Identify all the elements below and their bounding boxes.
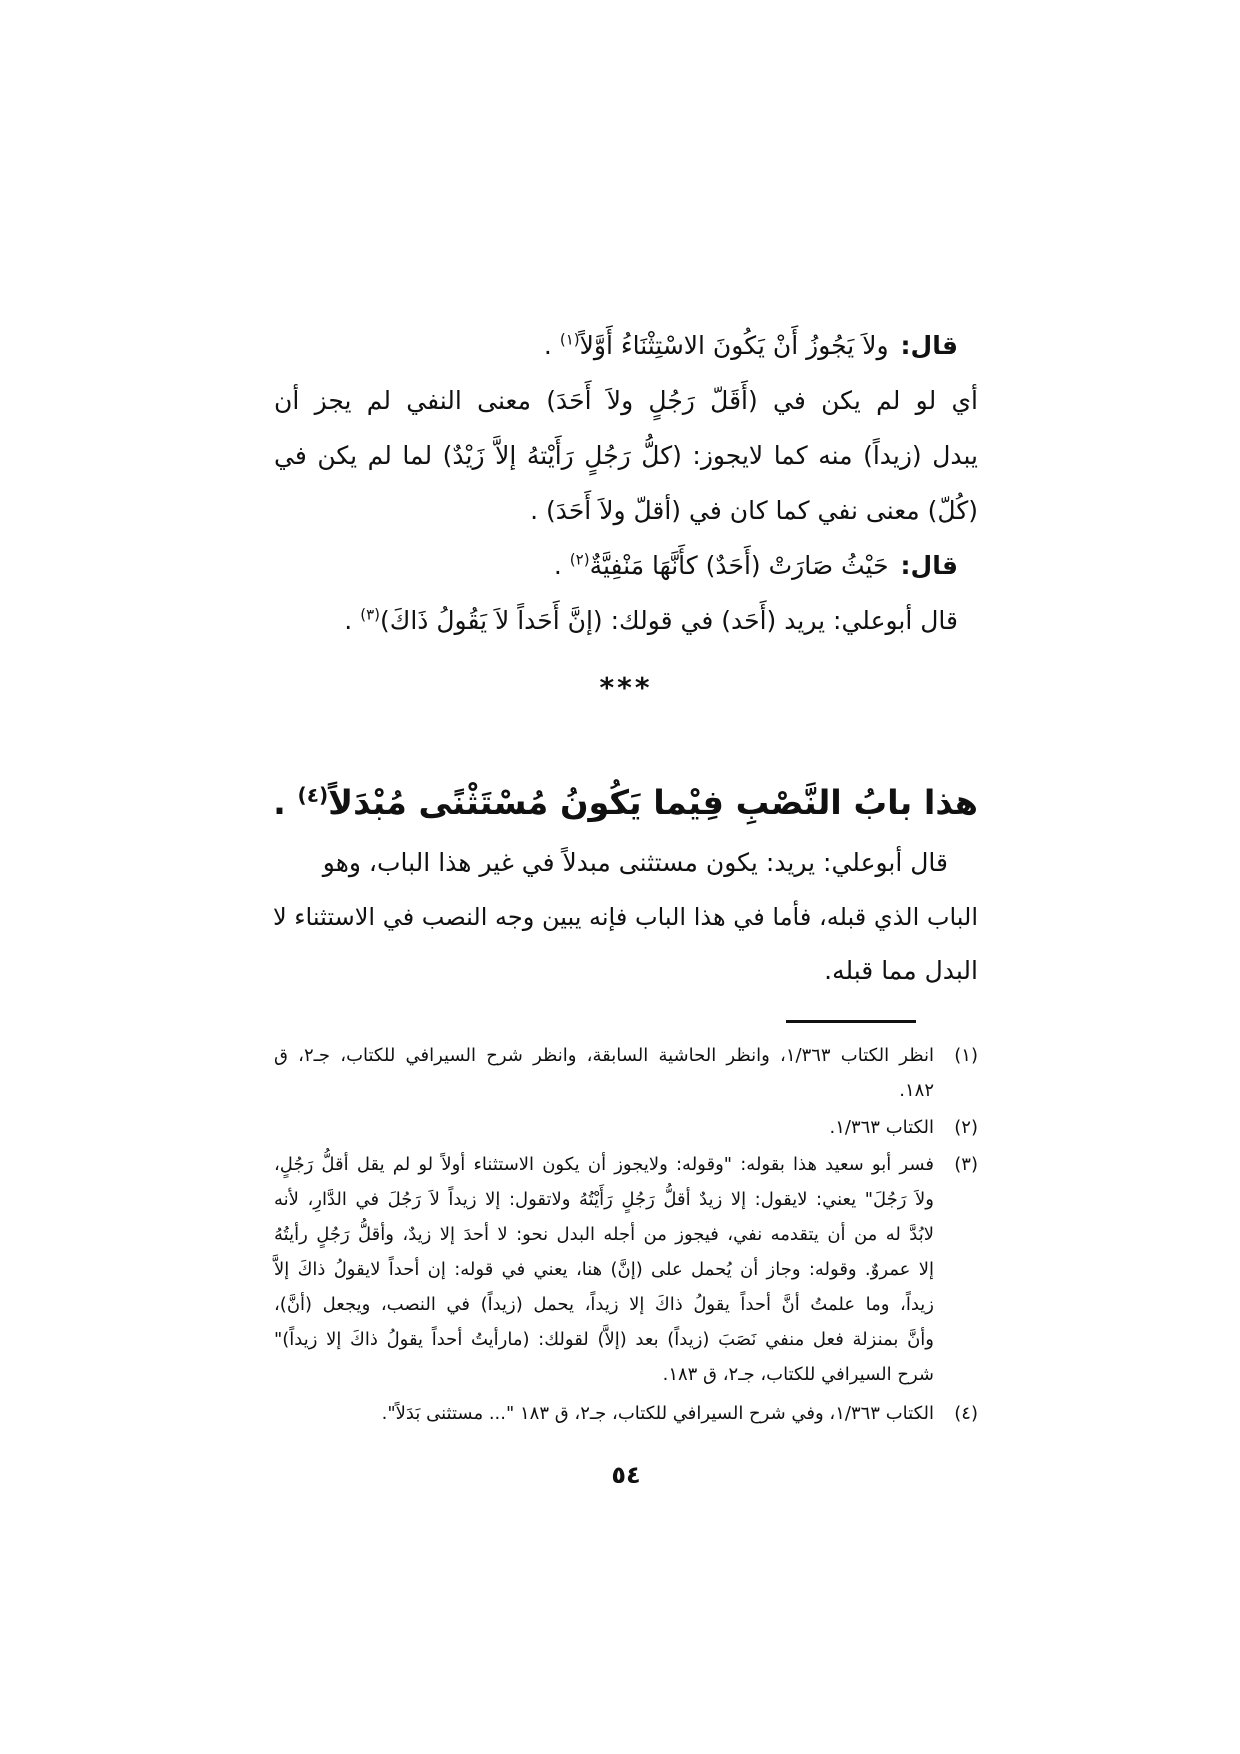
footnote bbox=[274, 1038, 978, 1108]
text-line bbox=[274, 890, 978, 944]
footnote bbox=[274, 1396, 978, 1431]
line-text: الباب الذي قبله، فأما في هذا الباب فإنه يبين وجه النصب في الاستثناء لا bbox=[272, 903, 978, 931]
footnote-number: (٤) bbox=[954, 1403, 978, 1424]
footnote-line: الكتاب ١/٣٦٣، وفي شرح السيرافي للكتاب، جـ٢، ق ١٨٣ "... مستثنى بَدَلاً". bbox=[381, 1403, 934, 1424]
footnote-line: ولاَ رَجُلَ" يعني: لايقول: إلا زيدٌ أقلُّ رَجُلٍ رَأَيْتُهُ ولاتقول: إلا زيداً لاَ رَجُلَ في الدَّارِ، لأنه bbox=[274, 1189, 934, 1210]
footnote-line: إلا عمروٌ. وقوله: وجاز أن يُحمل على (إنَّ) هنا، يعني في قوله: إن أحداً لايقولُ ذاكَ إلاَّ bbox=[274, 1259, 934, 1280]
footnote-number: (١) bbox=[954, 1045, 978, 1066]
footnote-number: (٣) bbox=[954, 1154, 978, 1175]
main-text bbox=[274, 318, 978, 648]
footnote-number: (٢) bbox=[954, 1117, 978, 1138]
footnote-ref: (١) bbox=[559, 330, 580, 349]
line-text: ولاَ يَجُوزُ أَنْ يَكُونَ الاسْتِثْنَاءُ أَوَّلاً bbox=[579, 331, 889, 360]
line-text: قال أبوعلي: يريد: يكون مستثنى مبدلاً في غير هذا الباب، وهو bbox=[322, 848, 948, 877]
line-text: أي لو لم يكن في (أَقَلّ رَجُلٍ ولاَ أَحَدَ) معنى النفي لم يجز أن bbox=[274, 386, 978, 415]
footnote-body bbox=[274, 1396, 934, 1431]
footnote bbox=[274, 1110, 978, 1145]
footnote-line: الكتاب ١/٣٦٣. bbox=[829, 1117, 934, 1138]
footnote-line: ١٨٢. bbox=[899, 1080, 934, 1101]
footnote-body bbox=[274, 1110, 934, 1145]
footnote-ref: (٢) bbox=[569, 550, 590, 569]
heading-text: هذا بابُ النَّصْبِ فِيْما يَكُونُ مُسْتَثْنًى مُبْدَلاً bbox=[328, 783, 978, 822]
footnote-line: فسر أبو سعيد هذا بقوله: "وقوله: ولايجوز أن يكون الاستثناء أولاً لو لم يقل أقلُّ رَجُلٍ، bbox=[274, 1154, 934, 1175]
footnote-body bbox=[274, 1038, 934, 1108]
text-line bbox=[274, 318, 978, 373]
text-line bbox=[274, 483, 978, 538]
footnote-body bbox=[274, 1147, 934, 1392]
speaker-label: قال: bbox=[900, 551, 958, 580]
separator-stars: *** bbox=[599, 671, 653, 704]
line-tail: . bbox=[543, 331, 560, 360]
heading-tail: . bbox=[273, 783, 298, 822]
line-tail: . bbox=[553, 551, 570, 580]
line-text: البدل مما قبله. bbox=[824, 956, 978, 985]
footnote-line: شرح السيرافي للكتاب، جـ٢، ق ١٨٣. bbox=[662, 1364, 934, 1385]
line-text: (كُلّ) معنى نفي كما كان في (أقلّ ولاَ أَحَدَ) . bbox=[530, 496, 978, 525]
footnote-line: انظر الكتاب ١/٣٦٣، وانظر الحاشية السابقة، وانظر شرح السيرافي للكتاب، جـ٢، ق bbox=[274, 1045, 934, 1066]
text-line bbox=[274, 428, 978, 483]
text-line bbox=[274, 538, 978, 593]
text-line bbox=[274, 944, 978, 998]
footnote bbox=[274, 1147, 978, 1392]
text-line bbox=[274, 593, 978, 648]
footnote-line: زيداً، وما علمتُ أنَّ أحداً يقولُ ذاكَ إلا زيداً، يحمل (زيداً) في النصب، ويجعل (أنَّ)، bbox=[274, 1294, 934, 1315]
footnote-line: لابُدَّ له من أن يتقدمه نفي، فيجوز من أجله البدل نحو: لا أحدَ إلا زيدٌ، وأقلُّ رَجُلٍ رأيتُهُ bbox=[274, 1224, 934, 1245]
section bbox=[274, 772, 978, 834]
footnote-ref: (٤) bbox=[297, 782, 329, 807]
footnote-line: وأنَّ بمنزلة فعل منفي نَصَبَ (زيداً) بعد (إلاَّ) لقولك: (مارأيتُ أحداً يقولُ ذاكَ إلا زيداً)" bbox=[274, 1329, 934, 1350]
line-tail: . bbox=[344, 606, 361, 635]
line-text: قال أبوعلي: يريد (أَحَد) في قولك: (إنَّ أَحَداً لاَ يَقُولُ ذَاكَ) bbox=[379, 606, 958, 635]
section-paragraph bbox=[274, 836, 978, 998]
text-line bbox=[274, 373, 978, 428]
text-line bbox=[274, 836, 978, 890]
footnote-rule bbox=[786, 1020, 916, 1023]
footnote-ref: (٣) bbox=[360, 605, 380, 624]
line-text: يبدل (زيداً) منه كما لايجوز: (كلُّ رَجُلٍ رَأَيْتهُ إلاَّ زَيْدٌ) لما لم يكن في bbox=[274, 441, 978, 470]
speaker-label: قال: bbox=[900, 331, 958, 360]
line-text: حَيْثُ صَارَتْ (أَحَدٌ) كأَنَّهَا مَنْفِيَّةٌ bbox=[589, 551, 889, 580]
page-number: ٥٤ bbox=[611, 1461, 641, 1489]
section-heading bbox=[274, 772, 978, 834]
